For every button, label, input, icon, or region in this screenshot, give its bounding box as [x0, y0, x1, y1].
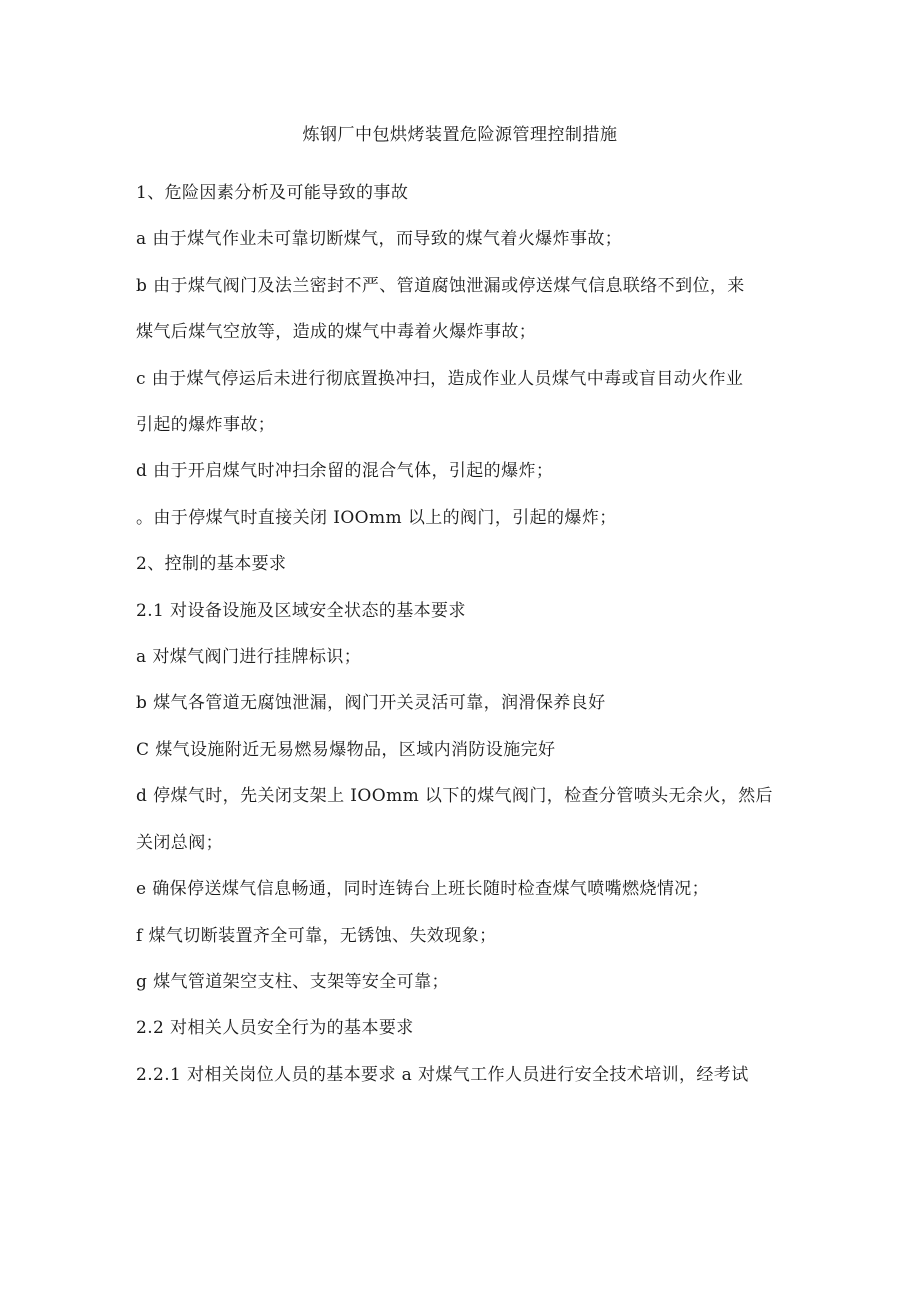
paragraph-line: g 煤气管道架空支柱、支架等安全可靠；: [136, 971, 449, 992]
paragraph-line: 。由于停煤气时直接关闭 IOOmm 以上的阀门，引起的爆炸；: [136, 507, 617, 528]
paragraph-line: a 由于煤气作业未可靠切断煤气，而导致的煤气着火爆炸事故；: [136, 229, 623, 250]
section-heading: 2、控制的基本要求: [136, 554, 287, 575]
paragraph-line: b 由于煤气阀门及法兰密封不严、管道腐蚀泄漏或停送煤气信息联络不到位，来: [136, 275, 745, 296]
document-title: 炼钢厂中包烘烤装置危险源管理控制措施: [302, 125, 618, 145]
paragraph-line: d 停煤气时，先关闭支架上 IOOmm 以下的煤气阀门，检查分管喷头无余火，然后: [136, 786, 773, 807]
paragraph-line: f 煤气切断装置齐全可靠，无锈蚀、失效现象；: [136, 925, 497, 946]
document-body: [136, 170, 796, 1098]
paragraph-line: c 由于煤气停运后未进行彻底置换冲扫，造成作业人员煤气中毒或盲目动火作业: [136, 368, 744, 389]
paragraph-line: 引起的爆炸事故；: [136, 415, 276, 436]
paragraph-line: C 煤气设施附近无易燃易爆物品，区域内消防设施完好: [136, 739, 556, 760]
paragraph-line: e 确保停送煤气信息畅通，同时连铸台上班长随时检查煤气喷嘴燃烧情况；: [136, 879, 710, 900]
paragraph-line: a 对煤气阀门进行挂牌标识；: [136, 647, 362, 668]
paragraph-line: 煤气后煤气空放等，造成的煤气中毒着火爆炸事故；: [136, 322, 537, 343]
subsection-heading: 2.1 对设备设施及区域安全状态的基本要求: [136, 600, 466, 621]
paragraph-line: 关闭总阀；: [136, 832, 223, 853]
paragraph-line: 2.2.1 对相关岗位人员的基本要求 a 对煤气工作人员进行安全技术培训，经考试: [136, 1064, 749, 1085]
paragraph-line: d 由于开启煤气时冲扫余留的混合气体，引起的爆炸；: [136, 461, 554, 482]
paragraph-line: b 煤气各管道无腐蚀泄漏，阀门开关灵活可靠，润滑保养良好: [136, 693, 606, 714]
section-heading: 1、危险因素分析及可能导致的事故: [136, 183, 409, 203]
subsection-heading: 2.2 对相关人员安全行为的基本要求: [136, 1018, 414, 1039]
